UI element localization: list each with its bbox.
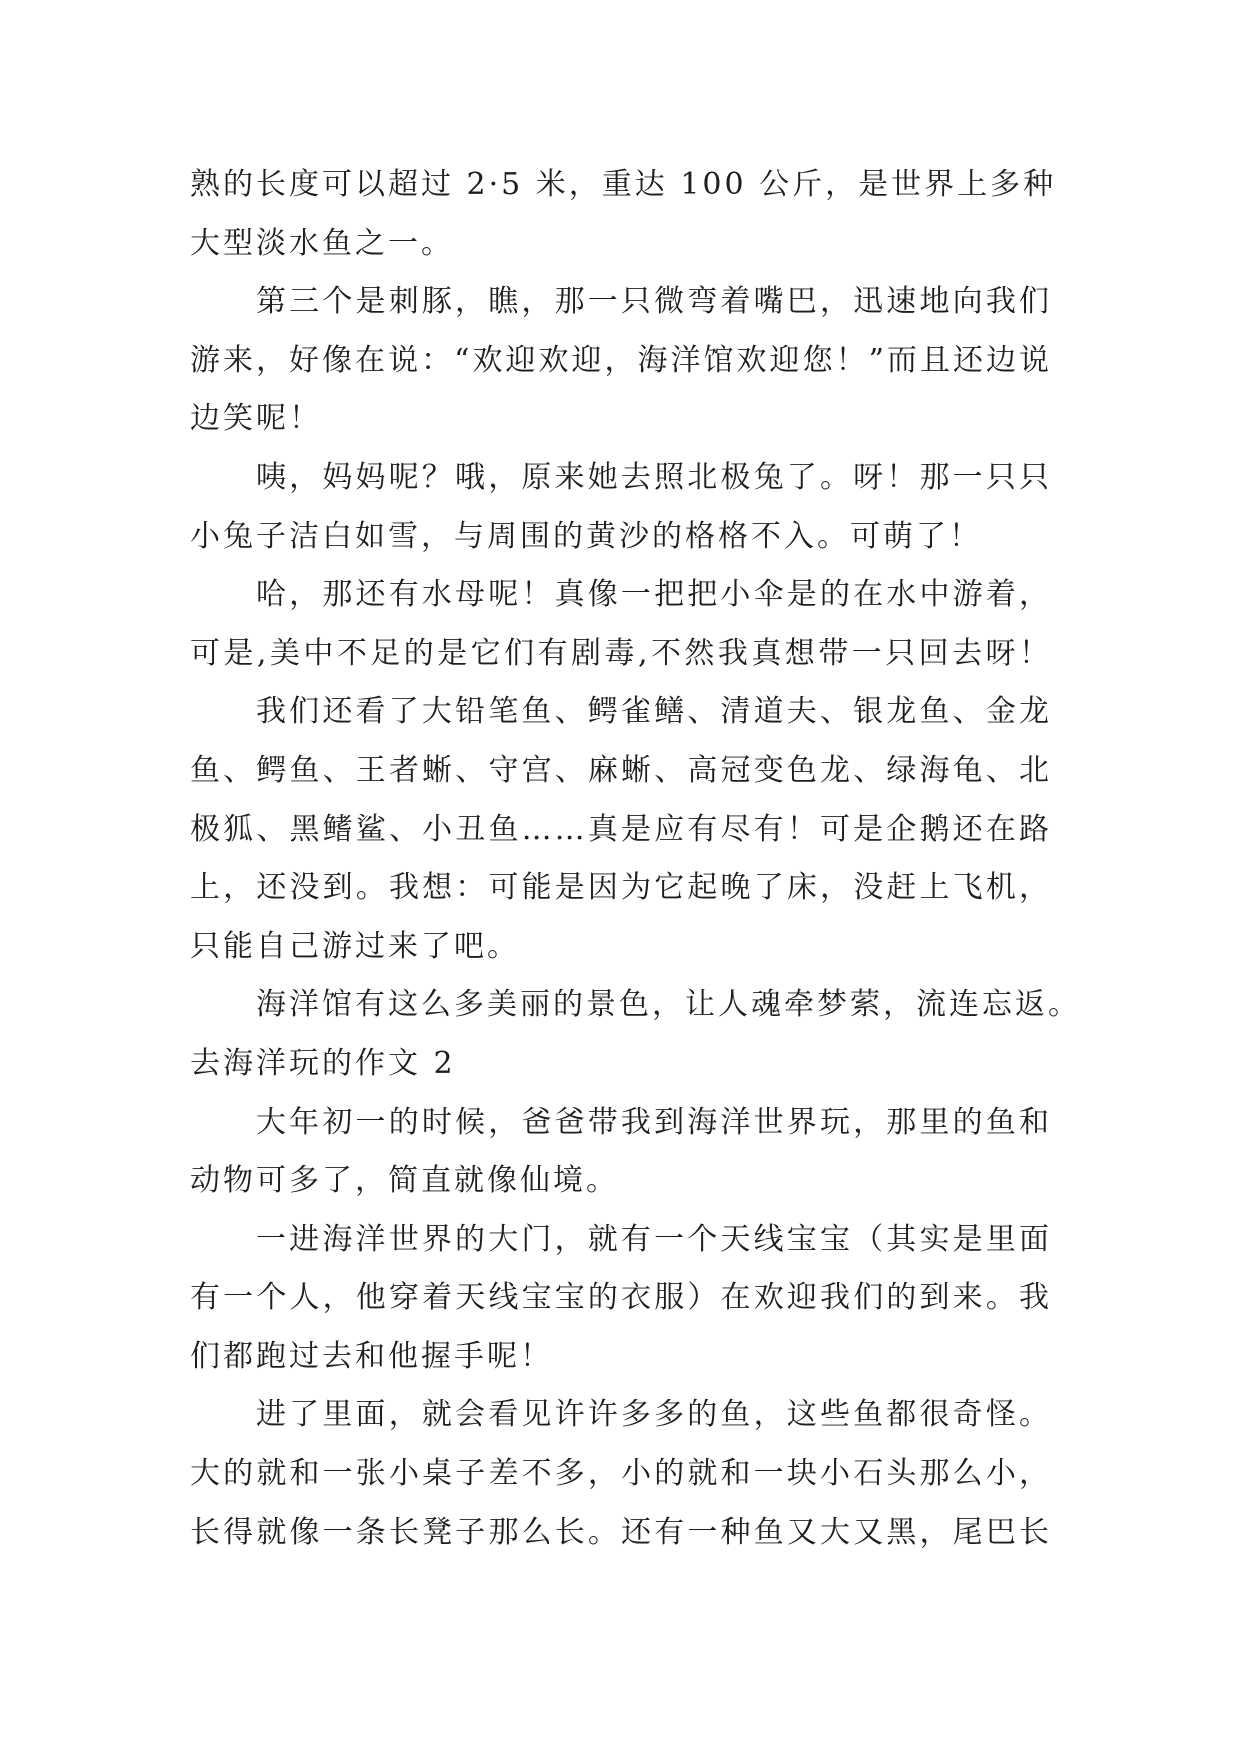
text-line: 有一个人，他穿着天线宝宝的衣服）在欢迎我们的到来。我: [190, 1280, 1052, 1316]
text-line: 只能自己游过来了吧。: [190, 928, 520, 964]
text-line: 鱼、鳄鱼、王者蜥、守宫、麻蜥、高冠变色龙、绿海龟、北: [190, 752, 1052, 788]
text-line: 们都跑过去和他握手呢！: [190, 1338, 553, 1374]
text-line: 游来，好像在说：“欢迎欢迎，海洋馆欢迎您！”而且还边说: [190, 342, 1052, 378]
text-line: 第三个是刺豚，瞧，那一只微弯着嘴巴，迅速地向我们: [256, 284, 1052, 320]
text-line: 大年初一的时候，爸爸带我到海洋世界玩，那里的鱼和: [256, 1104, 1052, 1140]
text-line: 哈，那还有水母呢！真像一把把小伞是的在水中游着，: [256, 577, 1052, 613]
text-line: 边笑呢！: [190, 401, 322, 437]
text-line: 海洋馆有这么多美丽的景色，让人魂牵梦萦，流连忘返。: [256, 987, 1081, 1023]
text-line: 上，还没到。我想：可能是因为它起晚了床，没赶上飞机，: [190, 870, 1052, 906]
section-heading: 去海洋玩的作文 2: [190, 1045, 456, 1081]
text-line: 一进海洋世界的大门，就有一个天线宝宝（其实是里面: [256, 1221, 1052, 1257]
text-line: 动物可多了，简直就像仙境。: [190, 1163, 619, 1199]
text-line: 长得就像一条长凳子那么长。还有一种鱼又大又黑，尾巴长: [190, 1514, 1052, 1550]
text-line: 小兔子洁白如雪，与周围的黄沙的格格不入。可萌了！: [190, 518, 982, 554]
article-body: [190, 156, 1081, 1562]
text-line: 大的就和一张小桌子差不多，小的就和一块小石头那么小，: [190, 1456, 1052, 1492]
text-line: 大型淡水鱼之一。: [190, 225, 454, 261]
text-line: 进了里面，就会看见许许多多的鱼，这些鱼都很奇怪。: [256, 1397, 1052, 1433]
text-line: 可是,美中不足的是它们有剧毒,不然我真想带一只回去呀！: [190, 635, 1052, 671]
text-line: 极狐、黑鳍鲨、小丑鱼……真是应有尽有！可是企鹅还在路: [190, 811, 1052, 847]
text-line: 熟的长度可以超过 2·5 米，重达 100 公斤，是世界上多种: [190, 167, 1057, 202]
text-line: 咦，妈妈呢？哦，原来她去照北极兔了。呀！那一只只: [256, 459, 1052, 495]
text-line: 我们还看了大铅笔鱼、鳄雀鳝、清道夫、银龙鱼、金龙: [256, 694, 1052, 730]
